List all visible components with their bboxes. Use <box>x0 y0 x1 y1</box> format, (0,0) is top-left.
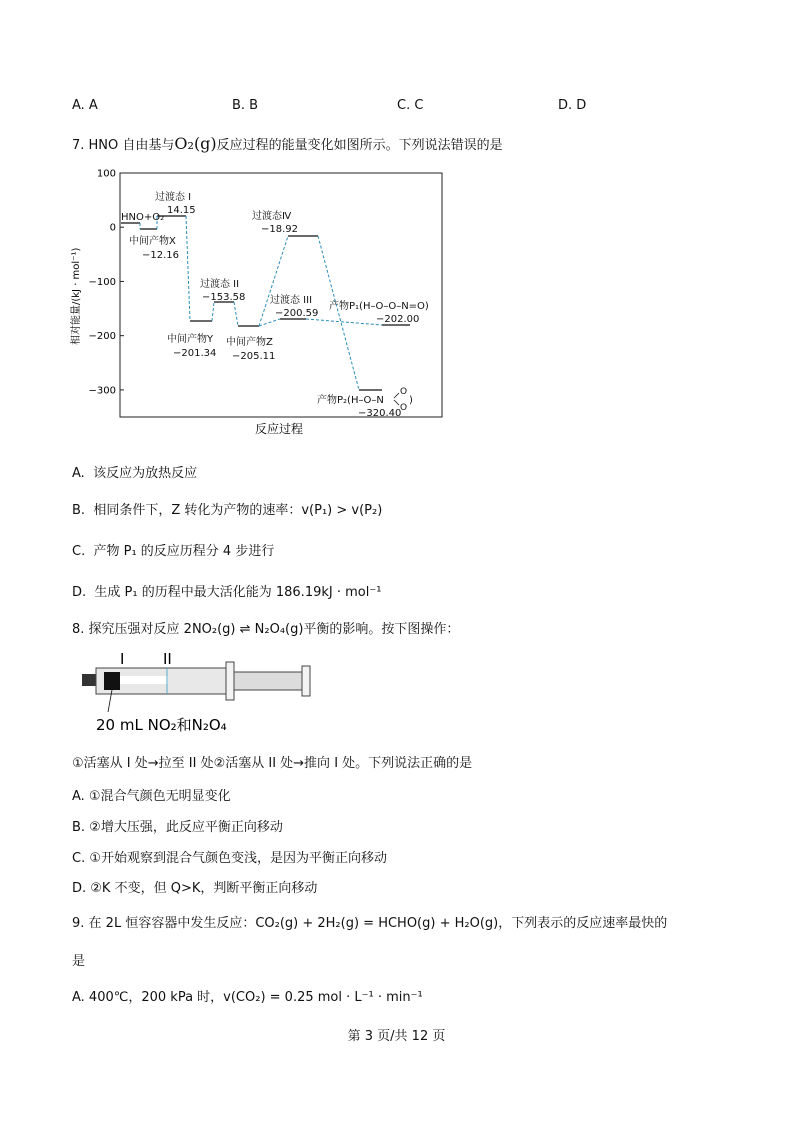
path-ts3-p1 <box>306 319 382 325</box>
label-p2: 产物P₂(H–O–N <box>317 395 384 406</box>
path-ts4-p2 <box>318 236 359 390</box>
label-ts1: 过渡态 I <box>155 192 192 203</box>
y-tick-label: −300 <box>88 385 116 397</box>
q8-option-a: A. ①混合气颜色无明显变化 <box>72 789 231 804</box>
label-p2-close: ) <box>409 395 413 406</box>
plunger-cap <box>82 674 96 686</box>
label-p2-o-bottom: O <box>400 403 408 413</box>
q8-option-c: C. ①开始观察到混合气颜色变浅，是因为平衡正向移动 <box>72 851 387 866</box>
label-ts3-val: −200.59 <box>275 308 319 319</box>
label-p2-val: −320.40 <box>358 408 402 419</box>
q7-stem-after: 反应过程的能量变化如图所示。下列说法错误的是 <box>216 138 503 153</box>
path-ts1-y <box>186 216 190 321</box>
y-tick-label: 100 <box>96 168 116 180</box>
label-y-val: −201.34 <box>173 348 217 359</box>
q9-option-a: A. 400℃，200 kPa 时，v(CO₂) = 0.25 mol · L⁻¹ · min⁻¹ <box>72 990 423 1005</box>
label-ts4: 过渡态Ⅳ <box>252 211 292 222</box>
syringe-label-2: II <box>163 650 172 668</box>
label-y: 中间产物Y <box>167 334 214 345</box>
option-c-prev: C. C <box>397 98 424 113</box>
q9-stem-line1: 9. 在 2L 恒容容器中发生反应：CO₂(g) + 2H₂(g) = HCHO(g) + H₂O(g)，下列表示的反应速率最快的 <box>72 916 668 931</box>
label-ts4-val: −18.92 <box>261 224 299 235</box>
page-footer: 第 3 页/共 12 页 <box>347 1029 446 1044</box>
label-p1: 产物P₁(H–O–O–N=O) <box>329 301 429 312</box>
y-tick-label: −200 <box>88 331 116 343</box>
path-y-ts2 <box>212 302 214 321</box>
q7-option-b-text: 相同条件下，Z 转化为产物的速率：v(P₁) > v(P₂) <box>93 503 383 518</box>
path-ts2-z <box>234 302 238 326</box>
syringe-caption: 20 mL NO₂和N₂O₄ <box>96 716 227 734</box>
label-z-val: −205.11 <box>232 351 276 362</box>
q8-steps: ①活塞从 I 处→拉至 II 处②活塞从 II 处→推向 I 处。下列说法正确的是 <box>72 756 473 771</box>
x-axis-label: 反应过程 <box>255 422 304 436</box>
q8-option-b: B. ②增大压强，此反应平衡正向移动 <box>72 820 283 835</box>
path-z-ts3 <box>259 319 280 326</box>
q9-stem-line2: 是 <box>72 954 86 969</box>
q7-option-d-text: 生成 P₁ 的历程中最大活化能为 186.19kJ · mol⁻¹ <box>94 585 382 600</box>
q7-option-d <box>72 581 381 600</box>
label-ts3: 过渡态 III <box>270 295 313 306</box>
level-labels <box>121 190 429 419</box>
y-axis-ticks <box>89 169 124 397</box>
label-x: 中间产物X <box>129 236 176 247</box>
p2-bond-down <box>394 400 399 405</box>
q7-option-c-label: C. <box>72 544 86 559</box>
syringe-label-1: I <box>120 650 125 668</box>
barrel-flange <box>226 662 234 700</box>
syringe-figure <box>78 646 318 738</box>
q7-option-b-label: B. <box>72 503 86 518</box>
option-b-prev: B. B <box>232 98 259 113</box>
q7-option-a-text: 该反应为放热反应 <box>93 466 198 481</box>
y-axis-label: 相对能量/(kJ · mol⁻¹) <box>71 247 82 345</box>
q7-option-d-label: D. <box>72 585 87 600</box>
q8-stem: 8. 探究压强对反应 2NO₂(g) ⇌ N₂O₄(g)平衡的影响。按下图操作： <box>72 622 460 637</box>
energy-diagram <box>62 165 462 445</box>
gas-space <box>120 676 168 684</box>
q8-option-d: D. ②K 不变，但 Q>K，判断平衡正向移动 <box>72 881 318 896</box>
label-ts1-val: 14.15 <box>167 205 196 216</box>
label-p1-val: −202.00 <box>376 314 420 325</box>
plunger-rod <box>234 672 302 690</box>
label-x-val: −12.16 <box>142 250 180 261</box>
y-tick-label: 0 <box>109 222 116 234</box>
q7-stem <box>72 134 503 153</box>
q7-stem-before: 7. HNO 自由基与 <box>72 138 175 153</box>
option-d-prev: D. D <box>558 98 587 113</box>
label-ts2: 过渡态 II <box>200 279 240 290</box>
y-tick-label: −100 <box>88 276 116 288</box>
label-start: HNO+O₂ <box>121 212 165 223</box>
label-ts2-val: −153.58 <box>202 292 246 303</box>
q7-option-c <box>72 540 274 559</box>
p2-bond-up <box>394 393 399 398</box>
option-a-prev: A. A <box>72 98 98 113</box>
label-p2-o-top: O <box>400 387 408 397</box>
q7-stem-formula: O₂(g) <box>174 134 217 153</box>
piston-head <box>104 672 120 690</box>
label-z: 中间产物Z <box>226 337 273 348</box>
q7-option-a-label: A. <box>72 466 85 481</box>
q7-option-a <box>72 462 197 481</box>
plunger-thumb <box>302 666 310 696</box>
q7-option-b <box>72 499 382 518</box>
q7-option-c-text: 产物 P₁ 的反应历程分 4 步进行 <box>93 544 275 559</box>
